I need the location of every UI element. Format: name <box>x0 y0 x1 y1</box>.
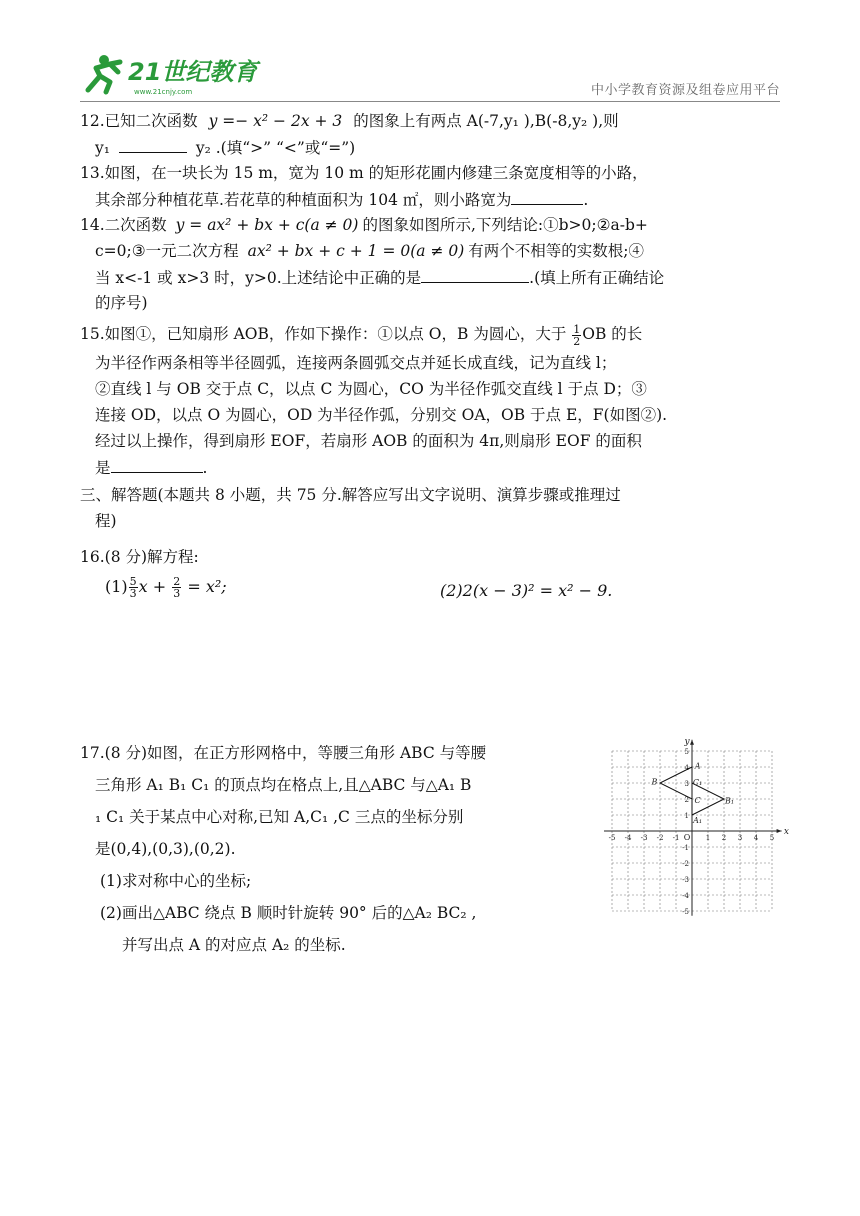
q14-math1: y = ax² + bx + c(a ≠ 0) <box>175 216 359 234</box>
y-tick-label: 4 <box>684 764 689 772</box>
x-tick-label: -5 <box>608 834 616 842</box>
grid-svg <box>600 735 789 920</box>
q13-text: 其余部分种植花草.若花草的种植面积为 104 ㎡，则小路宽为 <box>95 191 512 209</box>
q14-text-2: 的图象如图所示,下列结论:①b>0;②a-b+ <box>362 216 648 234</box>
y-tick-label: 3 <box>684 780 689 788</box>
point-label: B <box>651 777 658 787</box>
q14-line4: 的序号) <box>95 294 148 312</box>
logo <box>80 50 270 98</box>
q14-text: 14.二次函数 <box>80 216 167 234</box>
x-axis-label: x <box>783 827 789 837</box>
q12-line2 <box>95 136 355 159</box>
q16-part1: (1) $\frac{5}{3}$ x + $\frac{2}{3}$ = x²; <box>105 575 227 600</box>
q15-line4: 连接 OD，以点 O 为圆心，OD 为半径作弧，分别交 OA，OB 于点 E，F(如图②). <box>95 406 668 424</box>
q16-part2: (2)2(x − 3)² = x² − 9. <box>440 581 613 600</box>
point-label: B₁ <box>725 796 735 806</box>
x-tick-label: -3 <box>640 834 648 842</box>
y-tick-label: -5 <box>682 908 689 916</box>
q13-end: . <box>583 191 589 209</box>
q15-line5: 经过以上操作，得到扇形 EOF，若扇形 AOB 的面积为 4π,则扇形 EOF 的面积 <box>95 432 642 450</box>
q15-fraction: $\frac{1}{2}$ <box>573 322 581 348</box>
q17-part2: (2)画出△ABC 绕点 B 顺时针旋转 90° 后的△A₂ BC₂ , <box>100 904 477 922</box>
q14-line2 <box>95 240 644 262</box>
q15-line2: 为半径作两条相等半径圆弧，连接两条圆弧交点并延长成直线，记为直线 l； <box>95 354 617 372</box>
x-axis-arrow-icon <box>777 829 782 833</box>
y-tick-label: 1 <box>684 812 689 820</box>
point-label: C₁ <box>692 778 703 788</box>
q16-frac1: $\frac{5}{3}$ <box>129 575 137 600</box>
page-header <box>80 50 780 102</box>
coordinate-grid-figure <box>600 735 789 920</box>
q17-line2: 三角形 A₁ B₁ C₁ 的顶点均在格点上,且△ABC 与△A₁ B <box>95 776 472 794</box>
point-label: A₁ <box>693 815 703 825</box>
y-tick-label: 2 <box>684 796 689 804</box>
x-tick-label: 3 <box>737 834 743 842</box>
q16-frac2: $\frac{2}{3}$ <box>173 575 181 600</box>
q12-y2: y₂ .(填“>” “<”或“=”) <box>195 139 356 157</box>
header-platform-name: 中小学教育资源及组卷应用平台 <box>590 83 780 98</box>
q17-part1: (1)求对称中心的坐标; <box>100 872 252 890</box>
x-tick-label: 4 <box>753 834 759 842</box>
y-tick-label: 5 <box>684 748 689 756</box>
q15-line6 <box>95 456 207 479</box>
q17-part2-cont: 并写出点 A 的对应点 A₂ 的坐标. <box>122 936 346 954</box>
q14-text-5: 当 x<-1 或 x>3 时，y>0.上述结论中正确的是 <box>95 269 422 287</box>
q15-line1 <box>80 323 642 347</box>
q15-line3: ②直线 l 与 OB 交于点 C，以点 C 为圆心，CO 为半径作弧交直线 l 于点 D；③ <box>95 380 647 398</box>
q12-text: 12.已知二次函数 <box>80 112 198 130</box>
point-label: A <box>694 761 701 771</box>
q13-line1: 13.如图，在一块长为 15 m，宽为 10 m 的矩形花圃内修建三条宽度相等的小路， <box>80 164 648 182</box>
x-tick-label: -1 <box>672 834 680 842</box>
x-tick-label: 1 <box>705 834 711 842</box>
q14-text-3: c=0;③一元二次方程 <box>95 242 239 260</box>
x-tick-label: -2 <box>656 834 664 842</box>
logo-text: 21世纪教育 <box>128 58 258 86</box>
runner-logo-icon <box>80 50 270 98</box>
x-tick-label: 2 <box>721 834 727 842</box>
y-tick-label: -2 <box>682 860 689 868</box>
x-tick-label: 5 <box>769 834 775 842</box>
q16-title: 16.(8 分)解方程: <box>80 548 199 566</box>
q14-math2: ax² + bx + c + 1 = 0(a ≠ 0) <box>247 242 465 260</box>
q14-answer-blank[interactable] <box>421 266 529 283</box>
point-label: C <box>694 795 701 805</box>
q15-end: . <box>202 459 208 477</box>
q12-answer-blank[interactable] <box>119 136 187 153</box>
q15-answer-blank[interactable] <box>111 456 203 473</box>
q14-text-6: .(填上所有正确结论 <box>529 269 665 287</box>
x-tick-label: -4 <box>624 834 632 842</box>
q15-text: 15.如图①，已知扇形 AOB，作如下操作：①以点 O，B 为圆心，大于 <box>80 325 567 343</box>
q12-y1: y₁ <box>95 139 110 157</box>
q12-text-2: 的图象上有两点 A(-7,y₁ ),B(-8,y₂ ),则 <box>353 112 619 130</box>
section3-heading: 三、解答题(本题共 8 小题，共 75 分.解答应写出文字说明、演算步骤或推理过 <box>80 486 621 504</box>
y-axis-arrow-icon <box>690 740 694 745</box>
origin-label: O <box>683 833 691 842</box>
q17-line4: 是(0,4),(0,3),(0,2). <box>95 840 236 858</box>
y-tick-label: -4 <box>682 892 689 900</box>
q14-text-4: 有两个不相等的实数根;④ <box>468 242 644 260</box>
q12-line1 <box>80 110 619 132</box>
y-tick-label: -3 <box>682 876 689 884</box>
logo-url: www.21cnjy.com <box>134 88 193 96</box>
q13-line2 <box>95 188 588 211</box>
q15-text-3: 是 <box>95 459 111 477</box>
q15-text-2: OB 的长 <box>582 325 643 343</box>
q17-line1: 17.(8 分)如图，在正方形网格中，等腰三角形 ABC 与等腰 <box>80 744 487 762</box>
q14-line1 <box>80 214 648 236</box>
q17-line3: ₁ C₁ 关于某点中心对称,已知 A,C₁ ,C 三点的坐标分别 <box>95 808 464 826</box>
y-axis-label: y <box>684 736 690 747</box>
header-divider <box>80 101 780 102</box>
q12-math: y =− x² − 2x + 3 <box>208 112 343 130</box>
section3-heading-2: 程) <box>95 512 117 530</box>
y-tick-label: -1 <box>682 844 689 852</box>
q13-answer-blank[interactable] <box>511 188 583 205</box>
q14-line3 <box>95 266 664 289</box>
